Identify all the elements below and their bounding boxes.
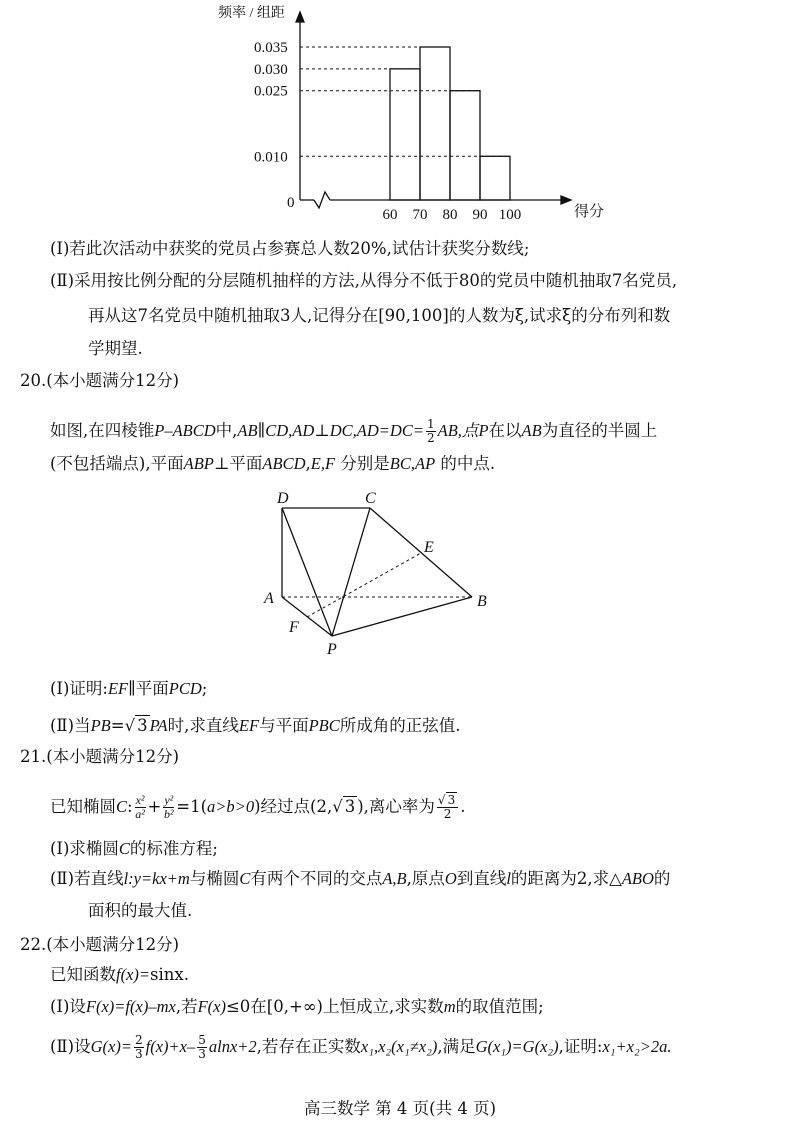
x-tick-label: 80 bbox=[442, 207, 458, 223]
x-tick-label: 90 bbox=[472, 207, 488, 223]
fraction-x2-a2: $\frac{\text{x²}}{\text{a²}}$ bbox=[135, 793, 145, 821]
q19-part2: (Ⅱ)采用按比例分配的分层随机抽样的方法,从得分不低于80的党员中随机抽取7名党员, bbox=[50, 271, 678, 290]
edge-CB bbox=[370, 508, 472, 597]
q20-part1: (Ⅰ)证明:EF∥平面PCD; bbox=[50, 679, 208, 698]
fraction-root3-over-2: $\frac{√ 3}{2}$ bbox=[437, 794, 458, 821]
origin-label: 0 bbox=[287, 195, 295, 211]
fraction-one-half: $\frac{1}{2}$ bbox=[427, 417, 435, 445]
histogram-bar-60-70 bbox=[390, 69, 420, 200]
x-tick-label: 60 bbox=[382, 207, 398, 223]
edge-BP bbox=[332, 597, 472, 636]
pyramid-figure bbox=[0, 480, 800, 660]
q21-heading: 21.(本小题满分12分) bbox=[20, 747, 180, 766]
x-axis-arrow bbox=[561, 196, 571, 204]
q21-part1: (Ⅰ)求椭圆C的标准方程; bbox=[50, 839, 218, 858]
y-tick-label: 0.030 bbox=[254, 61, 288, 78]
label-F: F bbox=[289, 619, 299, 636]
q20-heading: 20.(本小题满分12分) bbox=[20, 371, 180, 390]
fraction-two-thirds: $\frac{2}{3}$ bbox=[134, 1033, 143, 1061]
y-tick-label: 0.025 bbox=[254, 83, 288, 100]
q22-part1: (Ⅰ)设F(x)=f(x)–mx,若F(x)≤0在[0,+∞)上恒成立,求实数m的取值范围; bbox=[50, 997, 544, 1016]
label-A: A bbox=[264, 590, 274, 607]
label-P: P bbox=[327, 641, 337, 658]
q20-stem-line2: (不包括端点),平面ABP⊥平面ABCD,E,F 分别是BC,AP 的中点. bbox=[50, 454, 496, 473]
q22-stem: 已知函数f(x)=sinx. bbox=[50, 965, 189, 984]
q21-stem: 已知椭圆C: $\frac{\text{x²}}{\text{a²}}$ + $\frac{\text{y²}}{\text{b²}}$ =1(a>b>0)经过点(2,√ 3 ),离心率为 $\frac{√ 3}{2}$ . bbox=[50, 793, 466, 821]
x-tick-label: 70 bbox=[412, 207, 428, 223]
y-tick-label: 0.035 bbox=[254, 40, 288, 56]
x-tick-label: 100 bbox=[498, 207, 522, 223]
q19-part1: (Ⅰ)若此次活动中获奖的党员占参赛总人数20%,试估计获奖分数线; bbox=[50, 239, 530, 258]
segment-EF-hidden bbox=[307, 553, 421, 617]
page-footer: 高三数学 第 4 页(共 4 页) bbox=[303, 1099, 497, 1118]
q22-part2: (Ⅱ)设G(x)= $\frac{2}{3}$ f(x)+x– $\frac{5}{3}$ alnx+2,若存在正实数x₁,x₂(x₁≠x₂),满足G(x₁)=G(x₂),证明:x₁+x₂>2a. bbox=[50, 1033, 672, 1061]
histogram-bar-90-100 bbox=[480, 156, 510, 200]
q21-part2-cont: 面积的最大值. bbox=[88, 901, 193, 920]
label-C: C bbox=[365, 490, 376, 507]
q20-stem-line1: 如图,在四棱锥P–ABCD中,AB∥CD,AD⊥DC,AD=DC= $\frac{1}{2}$ AB,点P在以AB为直径的半圆上 bbox=[50, 417, 658, 445]
fraction-five-thirds: $\frac{5}{3}$ bbox=[198, 1033, 206, 1061]
x-axis-break bbox=[314, 192, 330, 208]
edge-CP bbox=[332, 508, 370, 636]
fraction-y2-b2: $\frac{\text{y²}}{\text{b²}}$ bbox=[164, 793, 174, 821]
label-D: D bbox=[277, 490, 289, 507]
q19-part2-cont2: 学期望. bbox=[88, 339, 143, 358]
q22-heading: 22.(本小题满分12分) bbox=[20, 935, 180, 954]
q20-part2: (Ⅱ)当PB=√ 3 PA时,求直线EF与平面PBC所成角的正弦值. bbox=[50, 716, 461, 735]
label-E: E bbox=[424, 539, 434, 556]
x-axis-label: 得分 bbox=[574, 204, 605, 220]
y-axis-label: 频率 / 组距 bbox=[218, 6, 285, 21]
y-tick-label: 0.010 bbox=[254, 149, 288, 166]
y-axis-arrow bbox=[296, 12, 304, 22]
q21-part2: (Ⅱ)若直线l:y=kx+m与椭圆C有两个不同的交点A,B,原点O到直线l的距离为2,求△ABO的 bbox=[50, 869, 671, 888]
histogram bbox=[0, 0, 800, 230]
q19-part2-cont1: 再从这7名党员中随机抽取3人,记得分在[90,100]的人数为ξ,试求ξ的分布列和数 bbox=[88, 306, 671, 325]
histogram-bar-80-90 bbox=[450, 91, 480, 200]
label-B: B bbox=[477, 593, 487, 610]
histogram-bar-70-80 bbox=[420, 47, 450, 200]
